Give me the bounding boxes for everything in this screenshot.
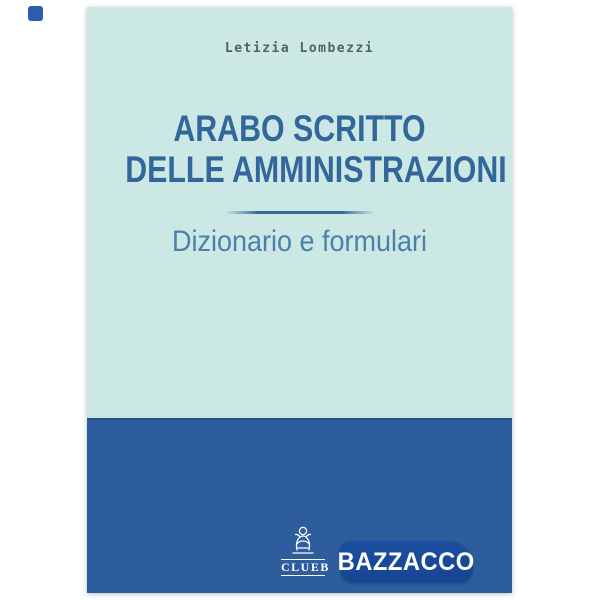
- book-title: [87, 108, 512, 190]
- book-cover: [87, 7, 512, 593]
- author-name: Letizia Lombezzi: [224, 41, 375, 56]
- publisher-logo: [281, 524, 330, 576]
- book-subtitle: Dizionario e formulari: [171, 225, 428, 258]
- clueb-emblem-icon: [285, 524, 321, 558]
- seller-badge: [337, 541, 476, 583]
- seller-badge-label: BAZZACCO: [337, 547, 476, 576]
- bottom-band: [87, 418, 512, 593]
- title-line-1: ARABO SCRITTO: [173, 108, 426, 149]
- publisher-name: CLUEB: [281, 560, 330, 574]
- title-divider: [225, 211, 375, 214]
- blue-square-marker: [28, 6, 43, 21]
- title-line-2: DELLE AMMINISTRAZIONI: [125, 149, 507, 190]
